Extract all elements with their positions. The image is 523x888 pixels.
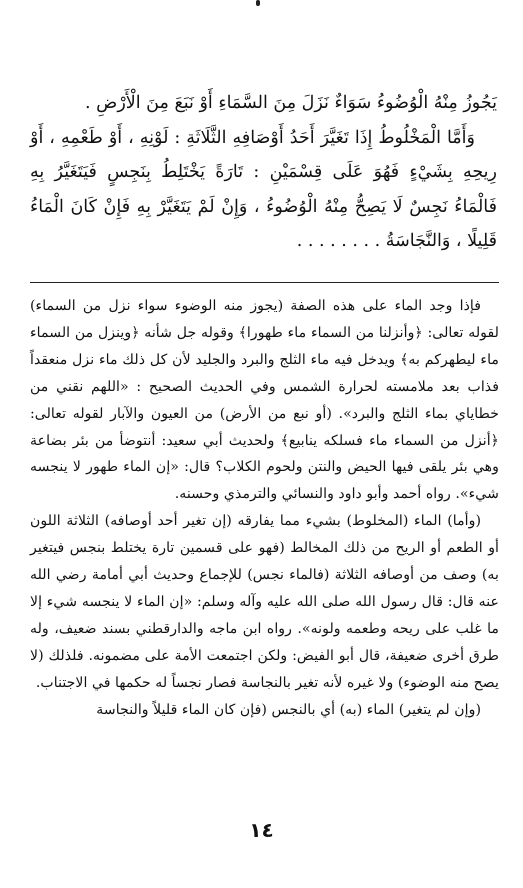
commentary-paragraph: فإذا وجد الماء على هذه الصفة (يجوز منه الوضوء سواء نزل من السماء) لقوله تعالى: ﴿وأنزلنا من السماء ماء طهورا﴾ وقوله جل شأنه ﴿وينزل من السماء ماء ليطهركم به﴾ ويدخل فيه ماء الثلج والبرد والجليد لأن كل ذلك ماء نزل منعقداً فذاب بعد ملامسته لحرارة الشمس وفي الحديث الصحيح : «اللهم نقني من خطاياي بماء الثلج والبرد». (أو نبع من الأرض) من العيون والآبار لقوله تعالى: ﴿أنزل من السماء ماء فسلكه ينابيع﴾ ولحديث أبي سعيد: أنتوضأ من بئر بضاعة وهي بئر يلقى فيها الحيض والنتن ولحوم الكلاب؟ قال: «إن الماء طهور لا ينجسه شيء». رواه أحمد وأبو داود والنسائي والترمذي وحسنه. bbox=[30, 298, 499, 503]
commentary-paragraph: (وأما) الماء (المخلوط) بشيء مما يفارقه (إن تغير أحد أوصافه) الثلاثة اللون أو الطعم أو الريح من ذلك المخالط (فهو على قسمين تارة يختلط بنجس فيتغير به) وصف من أوصافه الثلاثة (فالماء نجس) للإجماع وحديث أبي أمامة رضي الله عنه قال: قال رسول الله صلى الله عليه وآله وسلم: «إن الماء لا ينجسه شيء إلا ما غلب على ريحه وطعمه ولونه». رواه ابن ماجه والدارقطني بسند ضعيف، وله طرق أخرى ضعيفة، قال أبو الفيض: ولكن اجتمعت الأمة على مضمونه. فلذلك (لا يصح منه الوضوء) ولا غيره لأنه تغير بالنجاسة فصار نجساً له حكمها في الاجتناب. bbox=[30, 513, 499, 691]
top-mark bbox=[256, 0, 260, 6]
commentary-paragraph: (وإن لم يتغير) الماء (به) أي بالنجس (فإن كان الماء قليلاً والنجاسة bbox=[96, 701, 481, 718]
matn-text bbox=[30, 86, 497, 259]
matn-dots: . . . . . . . . bbox=[296, 231, 381, 251]
page-number: ١٤ bbox=[249, 818, 274, 842]
commentary-text bbox=[30, 293, 499, 724]
matn-paragraph bbox=[30, 121, 497, 259]
separator-line bbox=[30, 282, 499, 283]
matn-paragraph: يَجُوزُ مِنْهُ الْوُضُوءُ سَوَاءٌ نَزَلَ مِنَ السَّمَاءِ أَوْ نَبَعَ مِنَ الْأَرْضِ . bbox=[85, 93, 497, 113]
matn-paragraph-text: وَأَمَّا الْمَخْلُوطُ إِذَا تَغَيَّرَ أَحَدُ أَوْصَافِهِ الثَّلَاثَةِ : لَوْنِهِ ، أَوْ طَعْمِهِ ، أَوْ رِيحِهِ بِشَيْءٍ فَهُوَ عَلَى قِسْمَيْنِ : تَارَةً يَخْتَلِطُ بِنَجِسٍ فَيَتَغَيَّرُ بِهِ فَالْمَاءُ نَجِسٌ لَا يَصِحُّ مِنْهُ الْوُضُوءُ ، وَإِنْ لَمْ يَتَغَيَّرْ بِهِ فَإِنْ كَانَ الْمَاءُ قَلِيلًا ، وَالنَّجَاسَةُ bbox=[30, 127, 497, 251]
